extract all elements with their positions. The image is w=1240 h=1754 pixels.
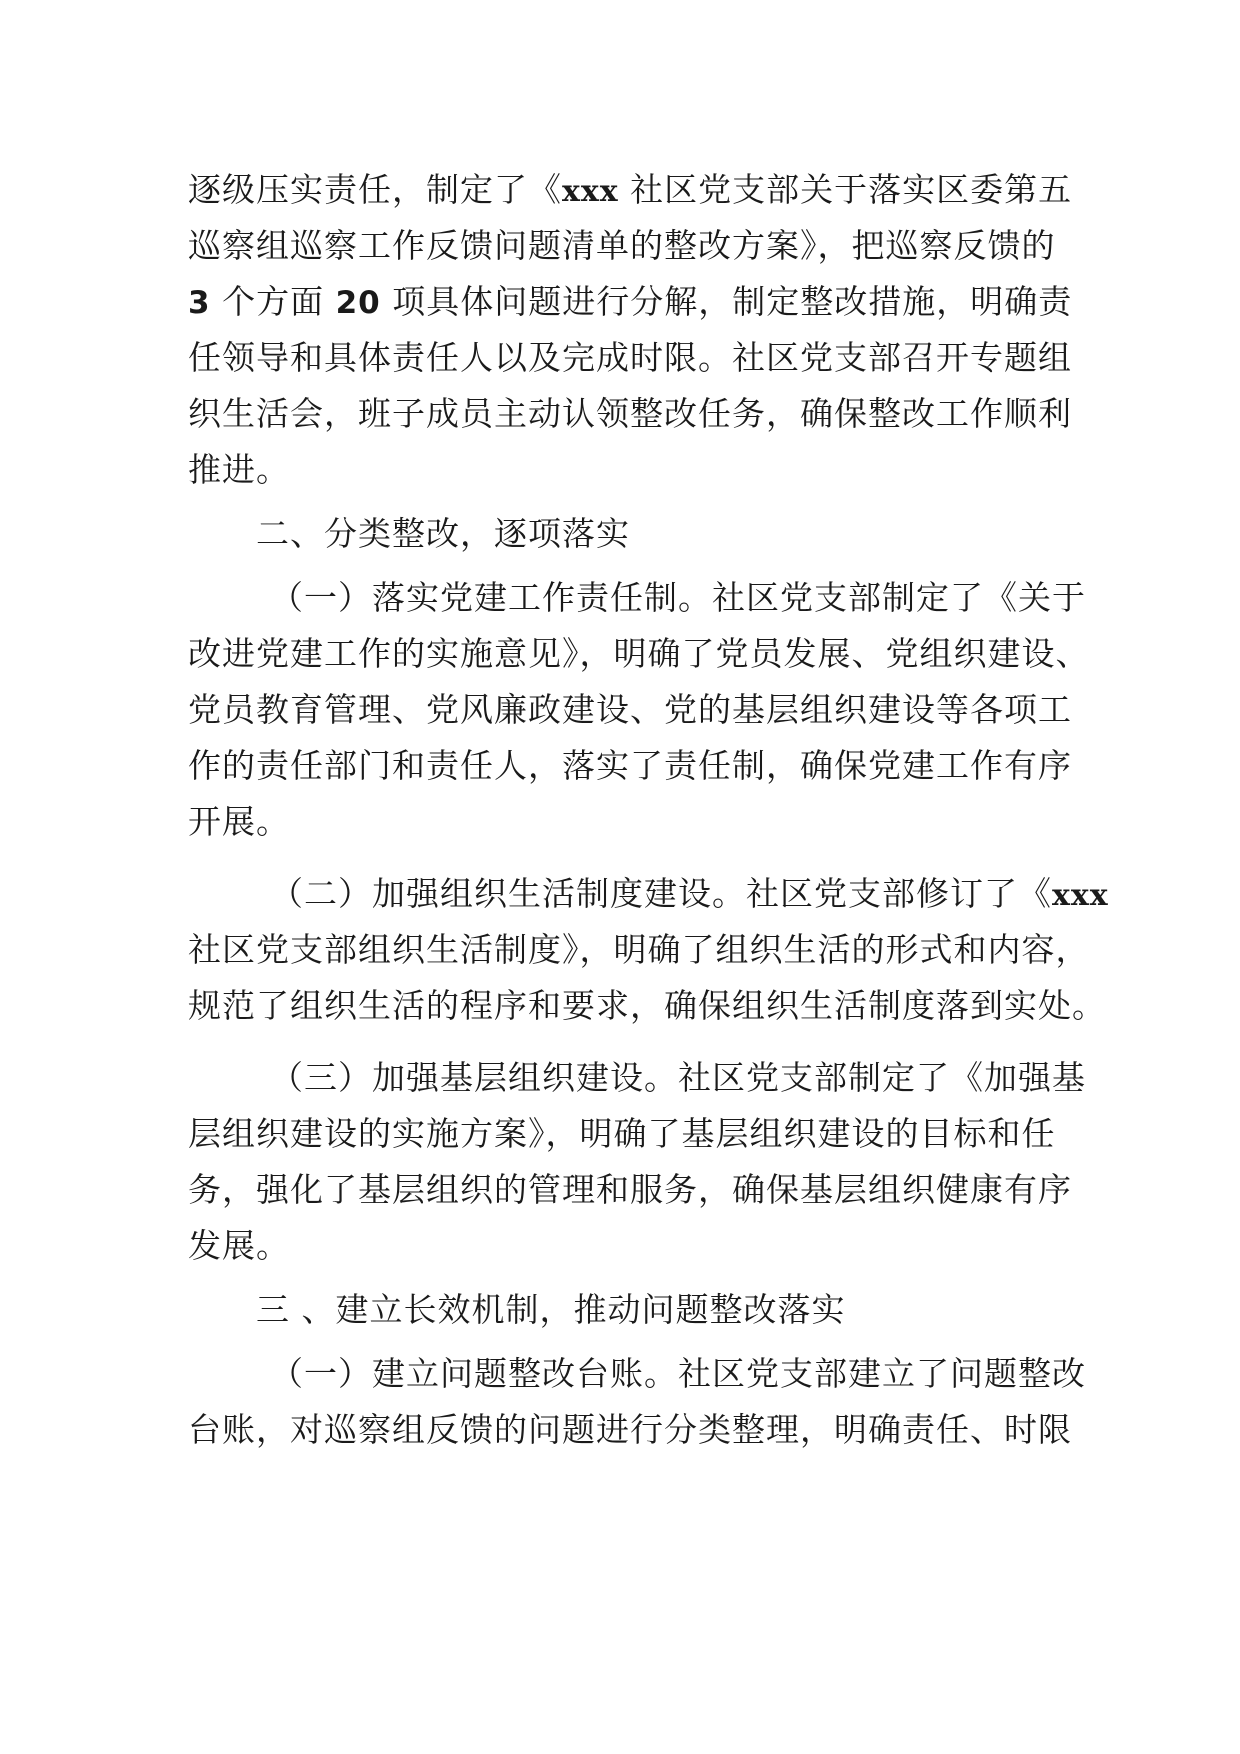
text-line: 务，强化了基层组织的管理和服务，确保基层组织健康有序 bbox=[188, 1170, 1072, 1209]
text-line: 发展。 bbox=[188, 1226, 290, 1265]
placeholder-xxx: xxx bbox=[562, 174, 619, 209]
text-line: 改进党建工作的实施意见》，明确了党员发展、党组织建设、 bbox=[188, 634, 1090, 673]
text-line: 社区党支部组织生活制度》，明确了组织生活的形式和内容， bbox=[188, 930, 1090, 969]
document-body bbox=[188, 162, 1109, 1458]
text-line: 推进。 bbox=[188, 450, 290, 489]
number-3: 3 bbox=[188, 285, 211, 321]
paragraph-responsibility bbox=[188, 162, 1073, 498]
text-line: （一）落实党建工作责任制。社区党支部制定了《关于 bbox=[270, 578, 1086, 617]
paragraph-rectification-ledger bbox=[188, 1346, 1086, 1458]
text-line: 开展。 bbox=[188, 802, 290, 841]
text-line: 层组织建设的实施方案》，明确了基层组织建设的目标和任 bbox=[188, 1114, 1056, 1153]
text-line: （三）加强基层组织建设。社区党支部制定了《加强基 bbox=[270, 1058, 1086, 1097]
text-line: 逐级压实责任，制定了《xxx 社区党支部关于落实区委第五 bbox=[188, 170, 1073, 209]
number-20: 20 bbox=[335, 285, 381, 321]
text-line: （二）加强组织生活制度建设。社区党支部修订了《xxx bbox=[270, 874, 1109, 913]
text-line: 党员教育管理、党风廉政建设、党的基层组织建设等各项工 bbox=[188, 690, 1072, 729]
text-line: 规范了组织生活的程序和要求，确保组织生活制度落到实处。 bbox=[188, 986, 1106, 1025]
text-line: 巡察组巡察工作反馈问题清单的整改方案》，把巡察反馈的 bbox=[188, 226, 1056, 265]
section-heading-2: 二、分类整改，逐项落实 bbox=[256, 514, 630, 553]
section-heading-3: 三 、建立长效机制，推动问题整改落实 bbox=[256, 1290, 846, 1329]
paragraph-grassroots-organization bbox=[188, 1050, 1086, 1274]
text-line: 织生活会，班子成员主动认领整改任务，确保整改工作顺利 bbox=[188, 394, 1072, 433]
text-line: 台账，对巡察组反馈的问题进行分类整理，明确责任、时限 bbox=[188, 1410, 1072, 1449]
text-line: 3 个方面 20 项具体问题进行分解，制定整改措施，明确责 bbox=[188, 282, 1073, 321]
text-line: （一）建立问题整改台账。社区党支部建立了问题整改 bbox=[270, 1354, 1086, 1393]
text-line: 任领导和具体责任人以及完成时限。社区党支部召开专题组 bbox=[188, 338, 1072, 377]
placeholder-xxx: xxx bbox=[1052, 878, 1109, 913]
text-line: 作的责任部门和责任人，落实了责任制，确保党建工作有序 bbox=[188, 746, 1072, 785]
paragraph-organization-life bbox=[188, 866, 1109, 1034]
paragraph-party-building-responsibility bbox=[188, 570, 1090, 850]
